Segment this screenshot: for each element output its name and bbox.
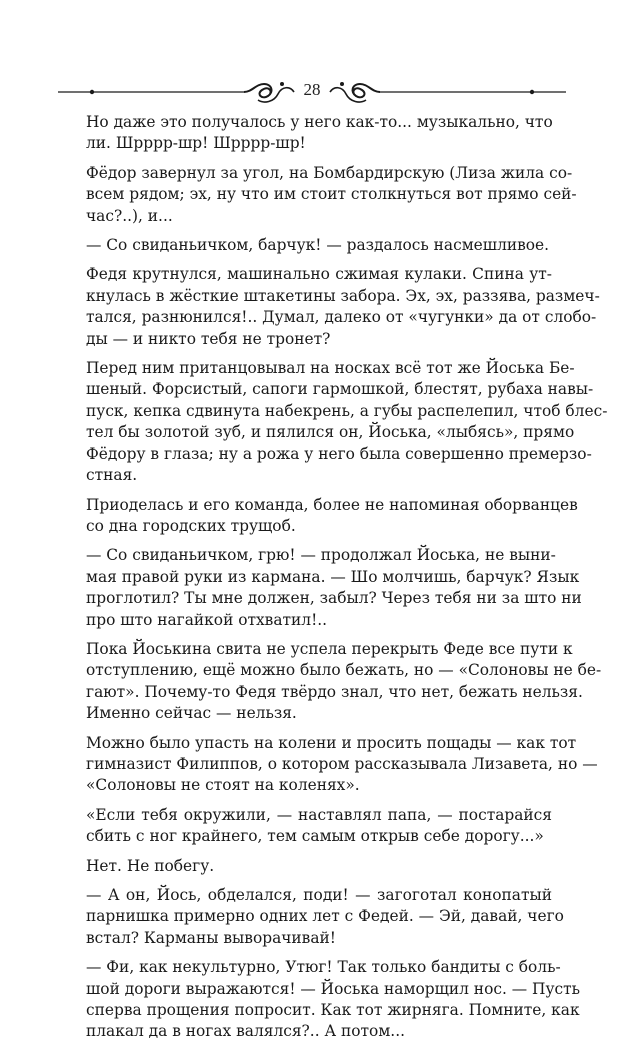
paragraph	[86, 163, 577, 227]
text-line: Но даже это получалось у него как-то... музыкально, что	[86, 113, 553, 131]
text-line: ли. Шрррр-шр! Шрррр-шр!	[86, 134, 306, 153]
paragraph	[86, 264, 600, 350]
text-line: — Со свиданьичком, грю! — продолжал Йоська, не выни-	[86, 546, 556, 565]
paragraph	[86, 358, 608, 486]
paragraph	[86, 856, 552, 877]
paragraph	[86, 545, 582, 631]
text-line: Федя крутнулся, машинально сжимая кулаки. Спина ут-	[86, 265, 552, 284]
text-line: Приоделась и его команда, более не напоминая оборванцев	[86, 495, 578, 514]
text-line: — Фи, как некультурно, Утюг! Так только бандиты с боль-	[86, 958, 561, 977]
text-line: отступлению, ещё можно было бежать, но — «Солоновы не бе-	[86, 661, 602, 680]
page-number: 28	[303, 80, 321, 99]
text-line: плакал да в ногах валялся?.. А потом...	[86, 1022, 405, 1041]
text-line: Фёдору в глаза; ну а рожа у него была совершенно премерзо-	[86, 444, 592, 463]
text-line: гают». Почему-то Федя твёрдо знал, что нет, бежать нельзя.	[86, 682, 583, 701]
text-line: стная.	[86, 466, 138, 485]
text-line: Нет. Не побегу.	[86, 856, 215, 875]
text-line: «Солоновы не стоят на коленях».	[86, 776, 360, 795]
paragraph	[86, 733, 598, 797]
body-text	[86, 112, 608, 1051]
text-line: всем рядом; эх, ну что им стоит столкнуться вот прямо сей-	[86, 185, 577, 204]
text-line: «Если тебя окружили, — наставлял папа, — постарайся	[86, 805, 552, 824]
text-line: Фёдор завернул за угол, на Бомбардирскую (Лиза жила со-	[86, 163, 573, 182]
text-line: сбить с ног крайнего, тем самым открыв себе дорогу...»	[86, 827, 544, 846]
paragraph	[86, 495, 578, 538]
text-line: тался, разнюнился!.. Думал, далеко от «чугунки» да от слобо-	[86, 308, 597, 327]
text-line: шеный. Форсистый, сапоги гармошкой, блестят, рубаха навы-	[86, 380, 594, 399]
text-line: гимназист Филиппов, о котором рассказывала Лизавета, но —	[86, 754, 598, 773]
text-line: мая правой руки из кармана. — Шо молчишь, барчук? Язык	[86, 567, 580, 586]
paragraph	[86, 639, 602, 725]
text-line: Пока Йоськина свита не успела перекрыть Феде все пути к	[86, 639, 573, 658]
text-line: пуск, кепка сдвинута набекрень, а губы распелепил, чтоб блес-	[86, 401, 608, 420]
text-line: про што нагайкой отхватил!..	[86, 610, 328, 629]
text-line: Перед ним пританцовывал на носках всё тот же Йоська Бе-	[86, 359, 575, 378]
text-line: кнулась в жёсткие штакетины забора. Эх, эх, раззява, размеч-	[86, 286, 600, 305]
paragraph	[86, 112, 552, 155]
text-line: встал? Карманы выворачивай!	[86, 928, 336, 947]
paragraph	[86, 805, 552, 848]
paragraph	[86, 957, 581, 1043]
text-line: ды — и никто тебя не тронет?	[86, 329, 331, 348]
text-line: шой дороги выражаются! — Йоська наморщил нос. — Пусть	[86, 979, 581, 998]
page-header	[58, 74, 566, 110]
text-line: Именно сейчас — нельзя.	[86, 704, 297, 723]
text-line: Можно было упасть на колени и просить пощады — как тот	[86, 733, 577, 752]
text-line: парнишка примерно одних лет с Федей. — Эй, давай, чего	[86, 907, 564, 926]
text-line: тел бы золотой зуб, и пялился он, Йоська, «лыбясь», прямо	[86, 423, 575, 442]
text-line: час?..), и...	[86, 206, 173, 225]
text-line: сперва прощения попросит. Как тот жирняга. Помните, как	[86, 1001, 580, 1020]
text-line: — Со свиданьичком, барчук! — раздалось насмешливое.	[86, 236, 550, 255]
text-line: — А он, Йось, обделался, поди! — загоготал конопатый	[86, 886, 552, 904]
text-line: проглотил? Ты мне должен, забыл? Через тебя ни за што ни	[86, 589, 582, 608]
text-line: со дна городских трущоб.	[86, 516, 296, 535]
paragraph	[86, 235, 552, 256]
paragraph	[86, 885, 564, 949]
